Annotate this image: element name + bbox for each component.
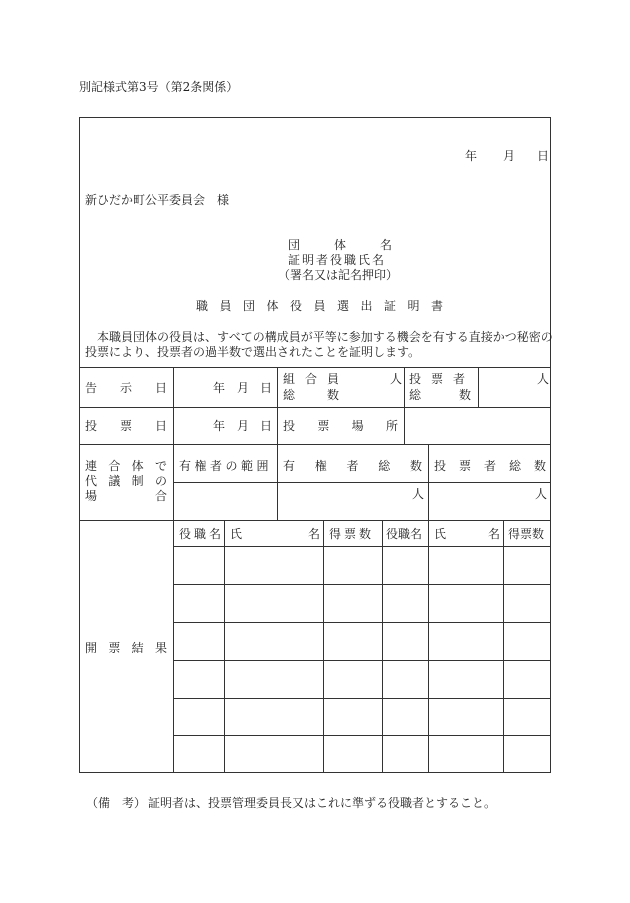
vote-date-label xyxy=(85,419,167,433)
notice-day-label: 日 xyxy=(260,381,273,395)
signature-note: （署名又は記名押印） xyxy=(278,268,399,282)
vote-date-char: 日 xyxy=(154,419,167,433)
table-line xyxy=(173,622,551,623)
col-votes-header-2: 得票数 xyxy=(508,527,545,541)
table-line xyxy=(173,367,174,773)
notice-date-char: 日 xyxy=(154,381,167,395)
voters-label-2 xyxy=(409,388,471,402)
table-line xyxy=(173,660,551,661)
table-line xyxy=(173,546,551,547)
col-position-header: 役職名 xyxy=(179,527,225,541)
table-line xyxy=(173,698,551,699)
members-char: 総 xyxy=(283,388,296,402)
addressee: 新ひだか町公平委員会 様 xyxy=(85,193,230,207)
eligible-char: 数 xyxy=(409,459,422,473)
eligible-char: 者 xyxy=(346,459,359,473)
table-line xyxy=(173,584,551,585)
vote-place-char: 所 xyxy=(385,419,398,433)
members-label-1: 組合員 xyxy=(283,372,350,386)
notice-year-label: 年 xyxy=(213,381,226,395)
body-line-2: 投票により、投票者の過半数で選出されたことを証明します。 xyxy=(85,345,421,359)
table-line xyxy=(173,482,551,483)
table-line xyxy=(382,520,383,773)
voter-total-label xyxy=(434,459,546,473)
table-line xyxy=(277,367,278,520)
col-name-header-2: 名 xyxy=(308,527,321,541)
members-char: 数 xyxy=(326,388,339,402)
voter-total-unit: 人 xyxy=(535,487,548,501)
table-line xyxy=(428,520,429,773)
org-name-label: 団 体 名 xyxy=(288,238,392,252)
col-position-header-2: 役職名 xyxy=(386,527,423,541)
federation-char: 合 xyxy=(154,489,167,503)
table-line xyxy=(428,444,429,520)
form-frame xyxy=(79,117,551,773)
result-label xyxy=(85,641,167,655)
col-name-header-1: 氏 xyxy=(230,527,243,541)
notice-date-char: 告 xyxy=(85,381,98,395)
document-title: 職員団体役員選出証明書 xyxy=(196,299,455,313)
voters-char: 数 xyxy=(458,388,471,402)
voters-unit: 人 xyxy=(537,372,550,386)
vote-place-label xyxy=(283,419,398,433)
table-line xyxy=(323,520,324,773)
col-votes-header: 得票数 xyxy=(329,527,375,541)
table-line xyxy=(478,367,479,407)
date-day-label: 日 xyxy=(537,149,550,163)
eligible-char: 権 xyxy=(314,459,327,473)
result-char: 票 xyxy=(108,641,121,655)
table-line xyxy=(79,367,551,368)
voter-total-char: 投 xyxy=(434,459,447,473)
result-char: 結 xyxy=(131,641,144,655)
table-line xyxy=(404,367,405,444)
table-line xyxy=(173,735,551,736)
result-char: 果 xyxy=(154,641,167,655)
notice-date-label xyxy=(85,381,167,395)
vote-date-char: 票 xyxy=(119,419,132,433)
eligible-scope-label: 有権者の範囲 xyxy=(179,459,273,473)
vote-place-char: 票 xyxy=(317,419,330,433)
vote-month-label: 月 xyxy=(237,419,250,433)
form-number: 別記様式第3号（第2条関係） xyxy=(79,80,239,94)
date-month-label: 月 xyxy=(503,149,516,163)
eligible-char: 有 xyxy=(283,459,296,473)
vote-place-char: 投 xyxy=(283,419,296,433)
voters-char: 総 xyxy=(409,388,422,402)
members-unit: 人 xyxy=(390,372,403,386)
eligible-char: 総 xyxy=(378,459,391,473)
members-label-2 xyxy=(283,388,339,402)
date-year-label: 年 xyxy=(465,149,478,163)
vote-day-label: 日 xyxy=(260,419,273,433)
table-line xyxy=(503,520,504,773)
eligible-unit: 人 xyxy=(412,487,425,501)
col-name-header-3: 氏 xyxy=(434,527,447,541)
table-line xyxy=(79,444,551,445)
certifier-label: 証明者役職氏名 xyxy=(288,253,387,267)
vote-year-label: 年 xyxy=(213,419,226,433)
federation-line-1: 連合体で xyxy=(85,459,167,473)
vote-place-char: 場 xyxy=(351,419,364,433)
table-line xyxy=(79,520,551,521)
voter-total-char: 者 xyxy=(483,459,496,473)
col-name-header-4: 名 xyxy=(488,527,501,541)
eligible-total-label xyxy=(283,459,422,473)
body-line-1: 本職員団体の役員は、すべての構成員が平等に参加する機会を有する直接かつ秘密の xyxy=(85,330,553,344)
notice-month-label: 月 xyxy=(237,381,250,395)
table-line xyxy=(79,407,551,408)
vote-date-char: 投 xyxy=(85,419,98,433)
federation-line-3 xyxy=(85,489,167,503)
voter-total-char: 票 xyxy=(458,459,471,473)
remark-text: 証明者は、投票管理委員長又はこれに準ずる役職者とすること。 xyxy=(148,796,497,810)
voter-total-char: 数 xyxy=(533,459,546,473)
result-char: 開 xyxy=(85,641,98,655)
federation-char: 場 xyxy=(85,489,98,503)
remark-label: （備 考） xyxy=(86,796,147,810)
table-line xyxy=(224,520,225,773)
voters-label-1: 投票者 xyxy=(409,372,476,386)
notice-date-char: 示 xyxy=(119,381,132,395)
federation-line-2: 代議制の xyxy=(85,474,167,488)
voter-total-char: 総 xyxy=(508,459,521,473)
